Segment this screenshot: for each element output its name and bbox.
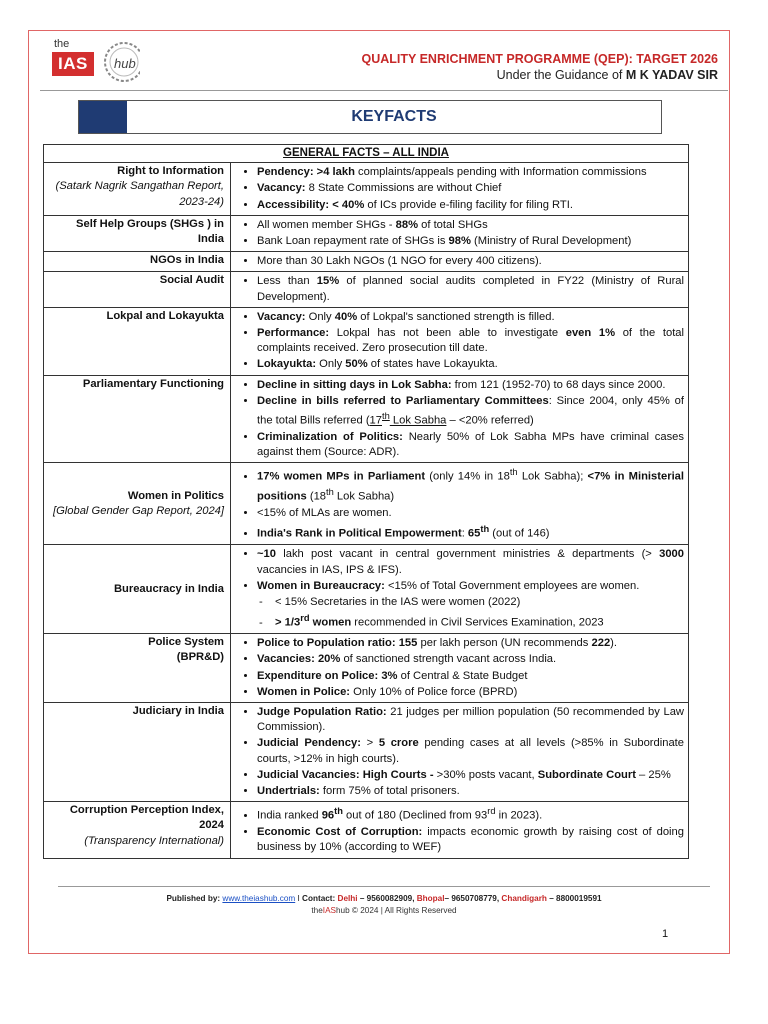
row-label-cell <box>44 802 231 858</box>
text-run: > <box>360 737 379 750</box>
text-run: complaints/appeals pending with Information commissions <box>354 166 647 179</box>
list-item <box>257 465 684 505</box>
list-item <box>257 394 684 429</box>
guidance-line <box>361 68 718 82</box>
list-item <box>257 685 684 700</box>
text-run: : <box>461 528 468 541</box>
sub-list <box>257 595 684 631</box>
bold-run: 65 <box>467 528 481 541</box>
copy-brand: IAS <box>322 906 336 915</box>
text-run: < 15% Secretaries in the IAS were women (2022) <box>275 596 521 609</box>
website-link[interactable]: www.theiashub.com <box>222 894 296 903</box>
list-item <box>257 768 684 783</box>
text-run: <15% of MLAs are women. <box>257 507 392 520</box>
underlined-run: Lok Sabha <box>389 414 447 427</box>
superscript: th <box>509 467 518 478</box>
header-divider <box>40 90 728 91</box>
bold-run: 222 <box>591 637 611 650</box>
text-run: Bank Loan repayment rate of SHGs is <box>257 235 449 248</box>
list-item <box>257 310 684 325</box>
text-run: India ranked <box>257 809 322 822</box>
row-label: NGOs in India <box>150 254 224 267</box>
superscript: th <box>334 806 343 817</box>
text-run: 8 State Commissions are without Chief <box>305 182 502 195</box>
row-content-cell <box>231 634 689 703</box>
page-number: 1 <box>662 928 669 940</box>
row-content-cell <box>231 307 689 375</box>
bold-run: Vacancy: <box>257 310 306 323</box>
copy-post: hub © 2024 | All Rights Reserved <box>336 906 457 915</box>
row-label-cell <box>44 375 231 463</box>
bullet-list <box>235 804 684 855</box>
text-run: per lakh person (UN recommends <box>417 637 592 650</box>
bold-run: Police to Population ratio: 155 <box>257 637 418 650</box>
bullet-list <box>235 310 684 373</box>
row-source: (Transparency International) <box>84 834 224 847</box>
list-item <box>257 378 684 393</box>
list-item <box>257 784 684 799</box>
footer-divider <box>58 886 710 887</box>
row-label: Lokpal and Lokayukta <box>106 309 224 322</box>
bold-run: India's Rank in Political Empowerment <box>257 528 462 541</box>
table-row <box>44 215 689 251</box>
bullet-list <box>235 378 684 461</box>
bold-run: women <box>309 616 352 629</box>
bold-run: Economic Cost of Corruption: <box>257 826 423 839</box>
list-item <box>257 218 684 233</box>
table-row <box>44 375 689 463</box>
list-item <box>257 234 684 249</box>
guidance-name: M K YADAV SIR <box>625 68 718 82</box>
bold-run: Decline in sitting days in Lok Sabha: <box>257 378 452 391</box>
logo-hub: hub <box>114 56 136 71</box>
bold-run: Pendency: >4 lakh <box>257 166 355 179</box>
copy-pre: the <box>311 906 323 915</box>
list-item <box>257 547 684 577</box>
facts-table <box>43 144 689 859</box>
banner-title: KEYFACTS <box>351 108 437 125</box>
theiashub-logo <box>52 38 148 86</box>
underlined-run: 17 <box>369 414 382 427</box>
bold-run: Accessibility: < 40% <box>257 198 365 211</box>
text-run: impacts economic growth by raising cost of doing business by 10% (according to WEF) <box>257 826 684 854</box>
bold-run: Judge Population Ratio: <box>257 705 387 718</box>
row-label-cell <box>44 307 231 375</box>
bullet-list <box>235 274 684 304</box>
list-item <box>257 804 684 824</box>
row-label-cell <box>44 545 231 634</box>
table-row <box>44 545 689 634</box>
bold-run: <7% in Ministerial positions <box>257 471 685 504</box>
bold-run: 17% women MPs in Parliament <box>257 471 426 484</box>
text-run: (18 <box>306 491 327 504</box>
bold-run: 5 crore <box>378 737 419 750</box>
text-run: recommended in Civil Services Examination, 2023 <box>351 616 604 629</box>
row-content-cell <box>231 252 689 272</box>
sub-list-item <box>275 611 684 631</box>
row-label: Police System <box>148 636 224 649</box>
list-item <box>257 736 684 766</box>
row-content-cell <box>231 272 689 307</box>
contact-label: Contact: <box>302 894 336 903</box>
bold-run: > 1/3 <box>275 616 301 629</box>
list-item <box>257 430 684 460</box>
contact-bhopal-no: – 9650708779, <box>444 894 502 903</box>
text-run: : Since 2004, only 45% of the total Bills referred ( <box>257 394 684 427</box>
list-item <box>257 636 684 651</box>
bullet-list <box>235 165 684 213</box>
table-row <box>44 307 689 375</box>
table-row <box>44 163 689 216</box>
text-run: Lok Sabha); <box>517 471 588 484</box>
text-run: More than 30 Lakh NGOs (1 NGO for every 400 citizens). <box>257 255 542 268</box>
bullet-list <box>235 254 684 269</box>
row-label-cell <box>44 702 231 801</box>
bold-run: even 1% <box>565 327 616 340</box>
row-label: Bureaucracy in India <box>113 582 224 595</box>
text-run: <15% of Total Government employees are women. <box>384 579 640 592</box>
list-item <box>257 165 684 180</box>
header-right <box>361 52 718 82</box>
text-run: of total SHGs <box>421 218 488 231</box>
row-label-cell <box>44 272 231 307</box>
list-item <box>257 506 684 521</box>
bold-run: ~10 <box>257 548 276 561</box>
banner-block <box>79 101 127 133</box>
table-heading: GENERAL FACTS – ALL INDIA <box>44 145 689 163</box>
text-run: (only 14% in 18 <box>425 471 510 484</box>
row-label: Social Audit <box>159 274 224 287</box>
text-run: out of 180 (Declined from 93 <box>342 809 488 822</box>
row-content-cell <box>231 463 689 545</box>
bold-run: Judicial Pendency: <box>257 737 361 750</box>
bullet-list <box>235 218 684 249</box>
bold-run: 88% <box>395 218 422 231</box>
text-run: pending cases at all levels (>85% in Subordinate courts, >12% in high courts). <box>257 737 684 765</box>
row-label-cell <box>44 634 231 703</box>
contact-chandigarh: Chandigarh <box>501 894 547 903</box>
list-item <box>257 579 684 631</box>
text-run: Lokpal has not been able to investigate <box>329 327 566 340</box>
bold-run: Judicial Vacancies: High Courts - <box>257 768 434 781</box>
row-label: Self Help Groups (SHGs ) in India <box>76 217 224 246</box>
table-row <box>44 463 689 545</box>
superscript: th <box>382 411 390 422</box>
text-run: of Central & State Budget <box>397 669 528 682</box>
text-run: (Ministry of Rural Development) <box>470 235 632 248</box>
list-item <box>257 274 684 304</box>
bold-run: Women in Bureaucracy: <box>257 579 385 592</box>
bold-run: Vacancy: <box>257 182 306 195</box>
text-run: lakh post vacant in central government ministries & departments (> <box>275 548 660 561</box>
list-item <box>257 522 684 542</box>
row-label: Judiciary in India <box>132 704 224 717</box>
text-run: of ICs provide e-filing facility for filing RTI. <box>364 198 573 211</box>
bold-run: Decline in bills referred to Parliamentary Committees <box>257 394 549 407</box>
bold-run: 50% <box>345 358 368 371</box>
bullet-list <box>235 547 684 631</box>
row-content-cell <box>231 163 689 216</box>
text-run: ). <box>610 637 618 650</box>
text-run: – <20% referred) <box>446 414 534 427</box>
text-run: Lok Sabha) <box>333 491 395 504</box>
superscript: th <box>480 524 490 535</box>
row-label-cell <box>44 252 231 272</box>
bullet-list <box>235 636 684 700</box>
bold-run: Criminalization of Politics: <box>257 430 403 443</box>
bold-run: Performance: <box>257 327 330 340</box>
footer-publisher <box>0 894 768 903</box>
superscript: rd <box>487 806 496 817</box>
list-item <box>257 254 684 269</box>
row-content-cell <box>231 802 689 858</box>
text-run: Nearly 50% of Lok Sabha MPs have criminal cases against them (Source: ADR). <box>257 430 685 459</box>
logo-the: the <box>54 38 70 50</box>
row-content-cell <box>231 545 689 634</box>
row-label-cell <box>44 463 231 545</box>
text-run: of the total complaints received. Zero prosecution till date. <box>257 327 685 355</box>
row-source: (Satark Nagrik Sangathan Report, 2023-24) <box>55 180 224 208</box>
bullet-list <box>235 465 684 542</box>
text-run: – 25% <box>635 768 671 781</box>
text-run: of sanctioned strength vacant across India. <box>340 653 557 666</box>
bold-run: 3000 <box>659 548 684 561</box>
guidance-prefix: Under the Guidance of <box>496 68 626 82</box>
list-item <box>257 357 684 372</box>
superscript: rd <box>300 613 310 624</box>
row-label-cell <box>44 163 231 216</box>
table-row <box>44 634 689 703</box>
bold-run: 96 <box>321 809 335 822</box>
text-run: of planned social audits completed in FY22 (Ministry of Rural Development). <box>257 275 685 303</box>
list-item <box>257 326 684 356</box>
bold-run: Undertrials: <box>257 784 320 797</box>
row-source: [Global Gender Gap Report, 2024] <box>52 504 224 517</box>
text-run: Only <box>316 358 346 371</box>
row-label: Right to Information <box>117 165 224 178</box>
table-row <box>44 272 689 307</box>
list-item <box>257 669 684 684</box>
bold-run: 98% <box>448 235 471 248</box>
text-run: in 2023). <box>495 809 543 822</box>
footer-sep: I <box>295 894 303 903</box>
text-run: (out of 146) <box>489 528 550 541</box>
row-content-cell <box>231 215 689 251</box>
contact-bhopal: Bhopal <box>416 894 445 903</box>
bold-run: Expenditure on Police: 3% <box>257 669 398 682</box>
contact-delhi: Delhi <box>337 894 358 903</box>
bold-run: 15% <box>316 275 340 288</box>
text-run: from 121 (1952-70) to 68 days since 2000. <box>451 378 666 391</box>
text-run: form 75% of total prisoners. <box>319 784 460 797</box>
list-item <box>257 825 684 855</box>
text-run: Only 10% of Police force (BPRD) <box>350 685 518 698</box>
keyfacts-banner <box>78 100 662 134</box>
footer-copyright <box>0 906 768 915</box>
row-label: Women in Politics <box>127 489 224 502</box>
row-label-cell <box>44 215 231 251</box>
text-run: of states have Lokayukta. <box>367 358 498 371</box>
bold-run: 40% <box>334 310 358 323</box>
list-item <box>257 198 684 213</box>
bold-run: Vacancies: 20% <box>257 653 341 666</box>
table-row <box>44 702 689 801</box>
list-item <box>257 181 684 196</box>
text-run: Less than <box>257 275 317 288</box>
text-run: >30% posts vacant, <box>433 768 538 781</box>
text-run: of Lokpal's sanctioned strength is filled. <box>357 310 555 323</box>
programme-title: QUALITY ENRICHMENT PROGRAMME (QEP): TARGET 2026 <box>361 52 718 66</box>
row-label-2: (BPR&D) <box>176 651 224 664</box>
bold-run: Subordinate Court <box>537 768 636 781</box>
sub-list-item <box>275 595 684 610</box>
logo-ias: IAS <box>52 52 94 76</box>
row-label: Parliamentary Functioning <box>82 377 224 390</box>
table-row <box>44 802 689 858</box>
bullet-list <box>235 705 684 799</box>
text-run: Only <box>305 310 335 323</box>
superscript: th <box>326 487 334 498</box>
bold-run: Women in Police: <box>257 685 351 698</box>
row-label: Corruption Perception Index, 2024 <box>69 804 224 832</box>
published-by-label: Published by: <box>166 894 221 903</box>
contact-delhi-no: – 9560082909, <box>357 894 417 903</box>
contact-chandigarh-no: – 8800019591 <box>546 894 602 903</box>
list-item <box>257 652 684 667</box>
text-run: vacancies in IAS, IPS & IFS). <box>257 563 402 576</box>
table-row <box>44 252 689 272</box>
bold-run: Lokayukta: <box>257 358 317 371</box>
table-heading-row <box>44 145 689 163</box>
list-item <box>257 705 684 735</box>
text-run: 21 judges per million population (50 recommended by Law Commission). <box>257 705 684 734</box>
row-content-cell <box>231 702 689 801</box>
text-run: All women member SHGs - <box>257 218 396 231</box>
row-content-cell <box>231 375 689 463</box>
